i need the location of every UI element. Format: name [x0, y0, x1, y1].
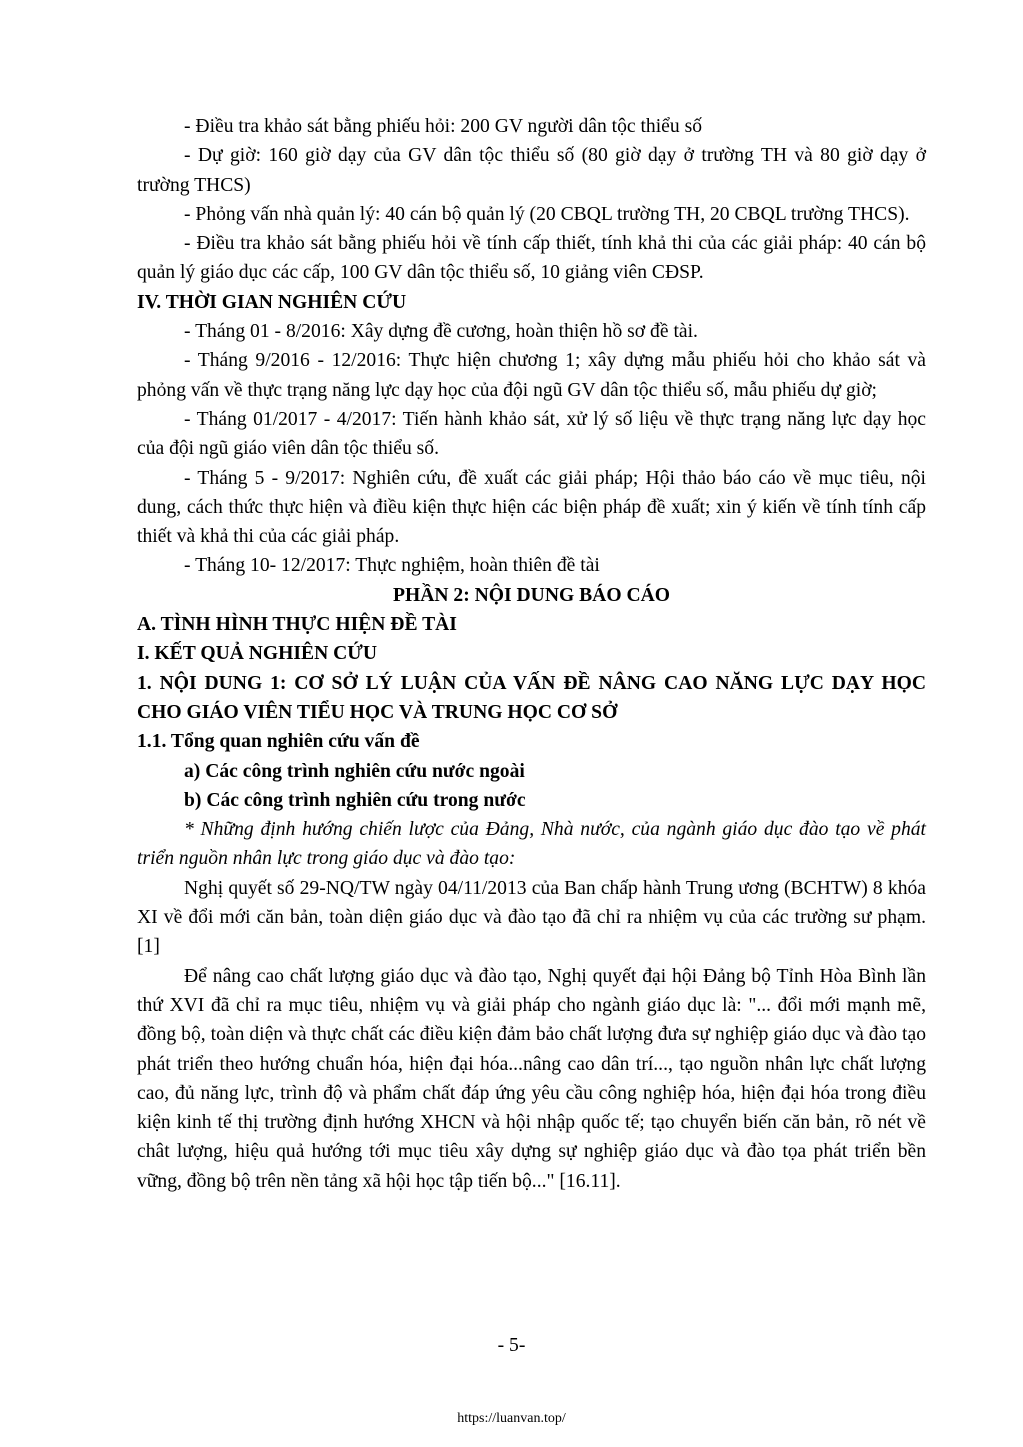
- subheading-domestic-studies: b) Các công trình nghiên cứu trong nước: [184, 789, 526, 811]
- italic-heading-strategic-orientation: * Những định hướng chiến lược của Đảng, Nhà nước, của ngành giáo dục đào tạo về phát triển nguồn nhân lực trong giáo dục và đào tạo:: [137, 819, 926, 870]
- timeline-item-5: - Tháng 10- 12/2017: Thực nghiệm, hoàn thiên đề tài: [184, 555, 600, 577]
- paragraph-resolution-29: Nghị quyết số 29-NQ/TW ngày 04/11/2013 của Ban chấp hành Trung ương (BCHTW) 8 khóa XI về đổi mới căn bản, toàn diện giáo dục và đào tạo đã chỉ ra nhiệm vụ của các trường sư phạm. [1]: [137, 877, 926, 958]
- page-number: - 5-: [497, 1335, 526, 1356]
- section-heading-research-results: I. KẾT QUẢ NGHIÊN CỨU: [137, 643, 378, 665]
- paragraph-survey-questionnaire: - Điều tra khảo sát bằng phiếu hỏi: 200 GV người dân tộc thiểu số: [184, 116, 702, 137]
- paragraph-hoa-binh-resolution: Để nâng cao chất lượng giáo dục và đào tạo, Nghị quyết đại hội Đảng bộ Tỉnh Hòa Bình lần thứ XVI đã chỉ ra mục tiêu, nhiệm vụ và giải pháp cho ngành giáo dục là: "... đổi mới mạnh mẽ, đồng bộ, toàn diện và thực chất các điều kiện đảm bảo chất lượng đưa sự nghiệp giáo dục và đào tạo phát triển theo hướng chuẩn hóa, hiện đại hóa...nâng cao dân trí..., tạo nguồn nhân lực chất lượng cao, đủ năng lực, trình độ và phẩm chất đáp ứng yêu cầu công nghiệp hóa, hiện đại hóa trong điều kiện kinh tế thị trường định hướng XHCN và hội nhập quốc tế; tạo chuyển biến căn bản, rõ nét về chât lượng, hiệu quả hướng tới mục tiêu xây dựng sự nghiệp giáo dục và đào tọa phát triển bền vững, đồng bộ trên nền tảng xã hội học tập tiến bộ..." [16.11].: [137, 965, 926, 1192]
- section-heading-implementation-status: A. TÌNH HÌNH THỰC HIỆN ĐỀ TÀI: [137, 614, 457, 636]
- subsection-heading-overview: 1.1. Tổng quan nghiên cứu vấn đề: [137, 731, 420, 753]
- document-body: [137, 112, 926, 1196]
- subheading-foreign-studies: a) Các công trình nghiên cứu nước ngoài: [184, 760, 525, 782]
- timeline-item-3: - Tháng 01/2017 - 4/2017: Tiến hành khảo sát, xử lý số liệu về thực trạng năng lực dạy học của đội ngũ giáo viên dân tộc thiểu số.: [137, 408, 926, 460]
- footer-url: https://luanvan.top/: [457, 1411, 566, 1426]
- section-heading-content-1: 1. NỘI DUNG 1: CƠ SỞ LÝ LUẬN CỦA VẤN ĐỀ NÂNG CAO NĂNG LỰC DẠY HỌC CHO GIÁO VIÊN TIỂU HỌC VÀ TRUNG HỌC CƠ SỞ: [137, 672, 926, 723]
- paragraph-manager-interview: - Phỏng vấn nhà quản lý: 40 cán bộ quản lý (20 CBQL trường TH, 20 CBQL trường THCS).: [184, 203, 910, 225]
- paragraph-class-observation: - Dự giờ: 160 giờ dạy của GV dân tộc thiểu số (80 giờ dạy ở trường TH và 80 giờ dạy ở trường THCS): [137, 145, 926, 196]
- part-heading-report-content: PHẦN 2: NỘI DUNG BÁO CÁO: [392, 584, 671, 606]
- paragraph-feasibility-survey: - Điều tra khảo sát bằng phiếu hỏi về tính cấp thiết, tính khả thi của các giải pháp: 40 cán bộ quản lý giáo dục các cấp, 100 GV dân tộc thiểu số, 10 giảng viên CĐSP.: [137, 233, 926, 284]
- timeline-item-1: - Tháng 01 - 8/2016: Xây dựng đề cương, hoàn thiện hồ sơ đề tài.: [184, 321, 698, 343]
- section-heading-research-time: IV. THỜI GIAN NGHIÊN CỨU: [137, 291, 407, 313]
- timeline-item-4: - Tháng 5 - 9/2017: Nghiên cứu, đề xuất các giải pháp; Hội thảo báo cáo về mục tiêu, nội dung, cách thức thực hiện và điều kiện thực hiện các biện pháp đề xuất; xin ý kiến về tính tính cấp thiết và khả thi của các giải pháp.: [137, 467, 926, 548]
- timeline-item-2: - Tháng 9/2016 - 12/2016: Thực hiện chương 1; xây dựng mẫu phiếu hỏi cho khảo sát và phỏng vấn về thực trạng năng lực dạy học của đội ngũ GV dân tộc thiểu số, mẫu phiếu dự giờ;: [137, 350, 926, 401]
